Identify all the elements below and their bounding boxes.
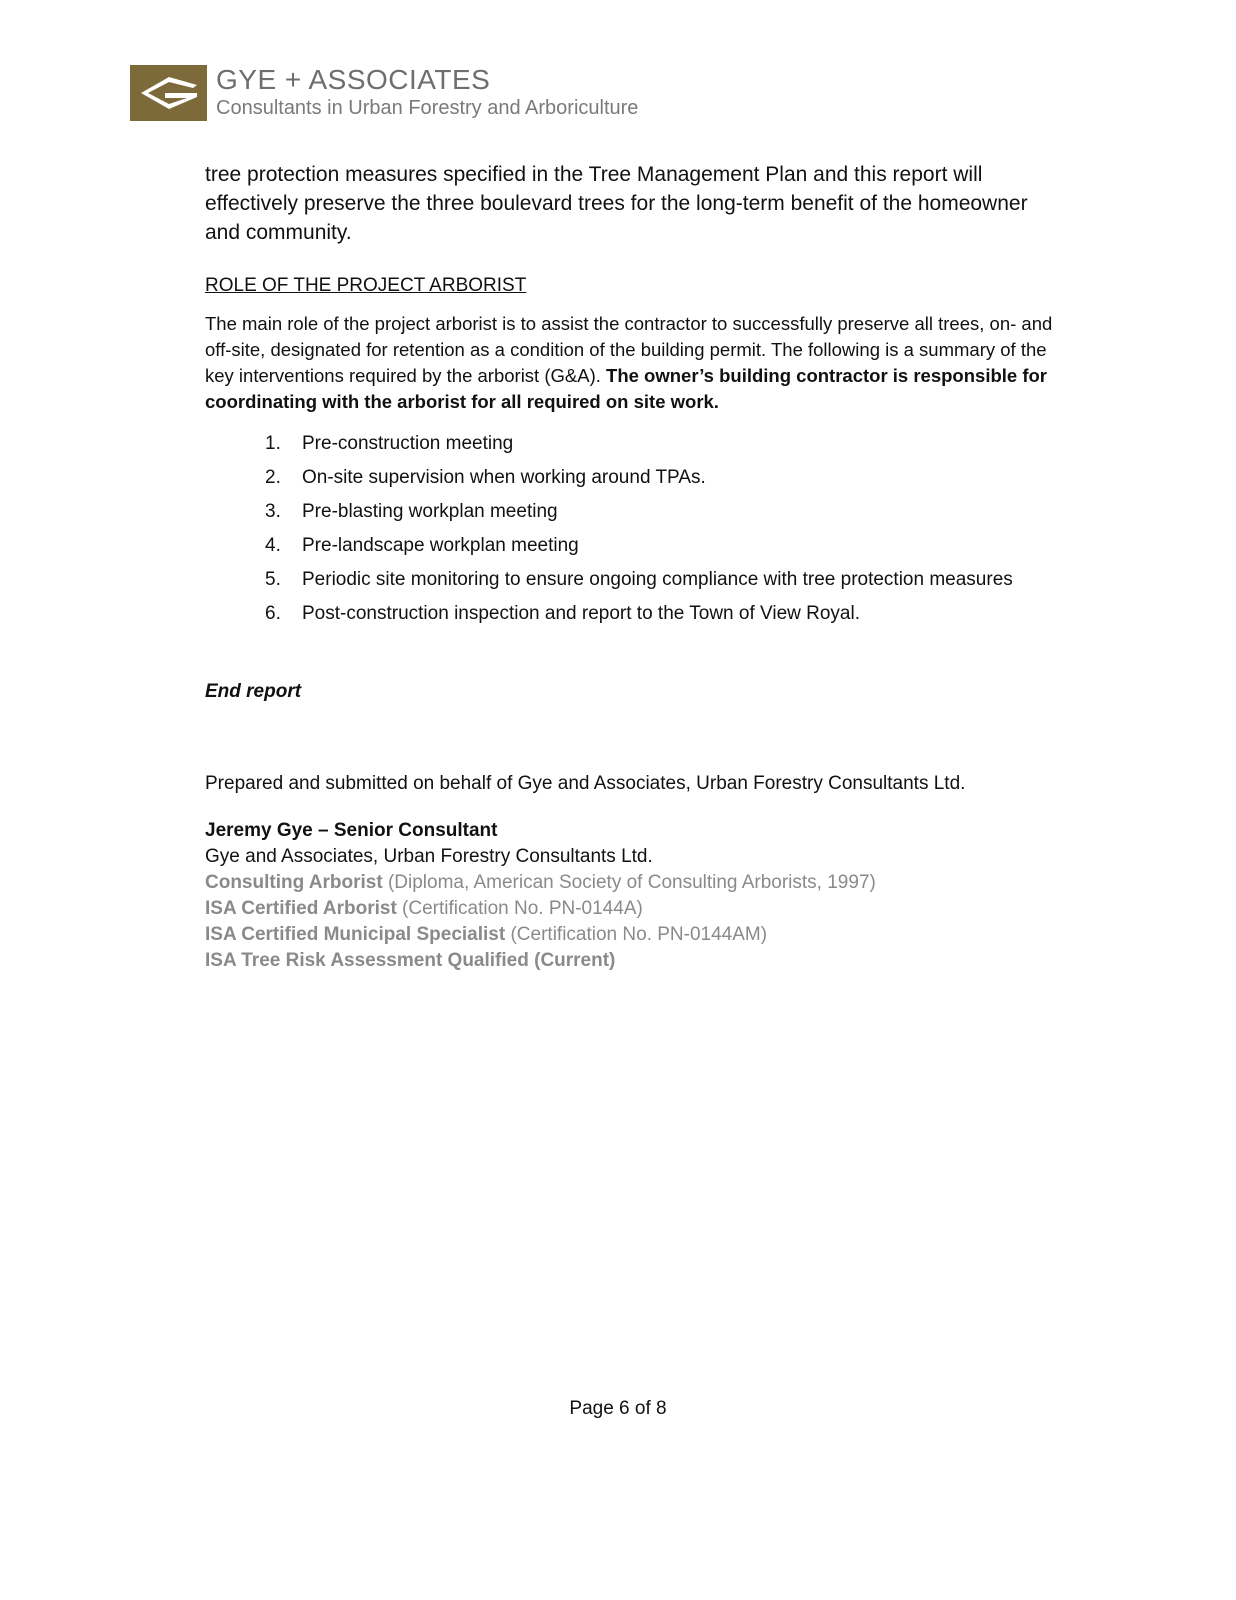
list-item xyxy=(265,597,1013,631)
gye-logo-icon xyxy=(130,65,207,121)
list-item-number: 2. xyxy=(265,467,281,488)
prepared-statement: Prepared and submitted on behalf of Gye and Associates, Urban Forestry Consultants Ltd. xyxy=(205,773,966,794)
intro-paragraph: tree protection measures specified in the Tree Management Plan and this report will effectively preserve the three boulevard trees for the long-term benefit of the homeowner and community. xyxy=(205,163,1028,244)
role-paragraph xyxy=(205,311,1075,415)
list-item-number: 4. xyxy=(265,535,281,556)
end-report-label: End report xyxy=(205,681,302,702)
company-tagline: Consultants in Urban Forestry and Arboriculture xyxy=(216,97,639,119)
list-item-number: 3. xyxy=(265,501,281,522)
list-item-text: Post-construction inspection and report to the Town of View Royal. xyxy=(302,603,860,624)
role-paragraph-text: The main role of the project arborist is to assist the contractor to successfully preserve all trees, on- and off-site, designated for retention as a condition of the building permit. The following is a summary of the key interventions required by the arborist (G&A). xyxy=(205,313,1053,386)
credential-title: ISA Certified Municipal Specialist xyxy=(205,924,506,945)
list-item-text: On-site supervision when working around TPAs. xyxy=(302,467,706,488)
list-item-number: 1. xyxy=(265,433,281,454)
credential-line xyxy=(205,922,876,948)
credential-title: Consulting Arborist xyxy=(205,872,383,893)
list-item xyxy=(265,529,1013,563)
credential-line xyxy=(205,870,876,896)
list-item-text: Pre-landscape workplan meeting xyxy=(302,535,579,556)
list-item-text: Periodic site monitoring to ensure ongoing compliance with tree protection measures xyxy=(302,569,1013,590)
list-item xyxy=(265,461,1013,495)
credential-detail: (Certification No. PN-0144A) xyxy=(396,898,643,919)
signature-block xyxy=(205,818,876,974)
company-name: GYE + ASSOCIATES xyxy=(216,64,491,95)
credential-line xyxy=(205,948,876,974)
letterhead xyxy=(130,64,638,122)
credential-detail: (Diploma, American Society of Consulting Arborists, 1997) xyxy=(382,872,876,893)
list-item-number: 6. xyxy=(265,603,281,624)
interventions-list xyxy=(265,427,1013,631)
signatory-name: Jeremy Gye – Senior Consultant xyxy=(205,820,498,841)
section-heading: ROLE OF THE PROJECT ARBORIST xyxy=(205,275,527,296)
list-item-number: 5. xyxy=(265,569,281,590)
credential-title: ISA Tree Risk Assessment Qualified (Current) xyxy=(205,950,616,971)
list-item-text: Pre-blasting workplan meeting xyxy=(302,501,558,522)
list-item xyxy=(265,427,1013,461)
letterhead-text xyxy=(216,65,638,121)
signatory-company: Gye and Associates, Urban Forestry Consultants Ltd. xyxy=(205,846,653,867)
list-item xyxy=(265,563,1013,597)
list-item xyxy=(265,495,1013,529)
role-paragraph-bold: The owner’s building contractor is responsible for coordinating with the arborist for all required on site work. xyxy=(205,365,1047,412)
list-item-text: Pre-construction meeting xyxy=(302,433,514,454)
credential-detail: (Certification No. PN-0144AM) xyxy=(505,924,768,945)
credential-line xyxy=(205,896,876,922)
credential-title: ISA Certified Arborist xyxy=(205,898,397,919)
page-number: Page 6 of 8 xyxy=(569,1398,667,1419)
